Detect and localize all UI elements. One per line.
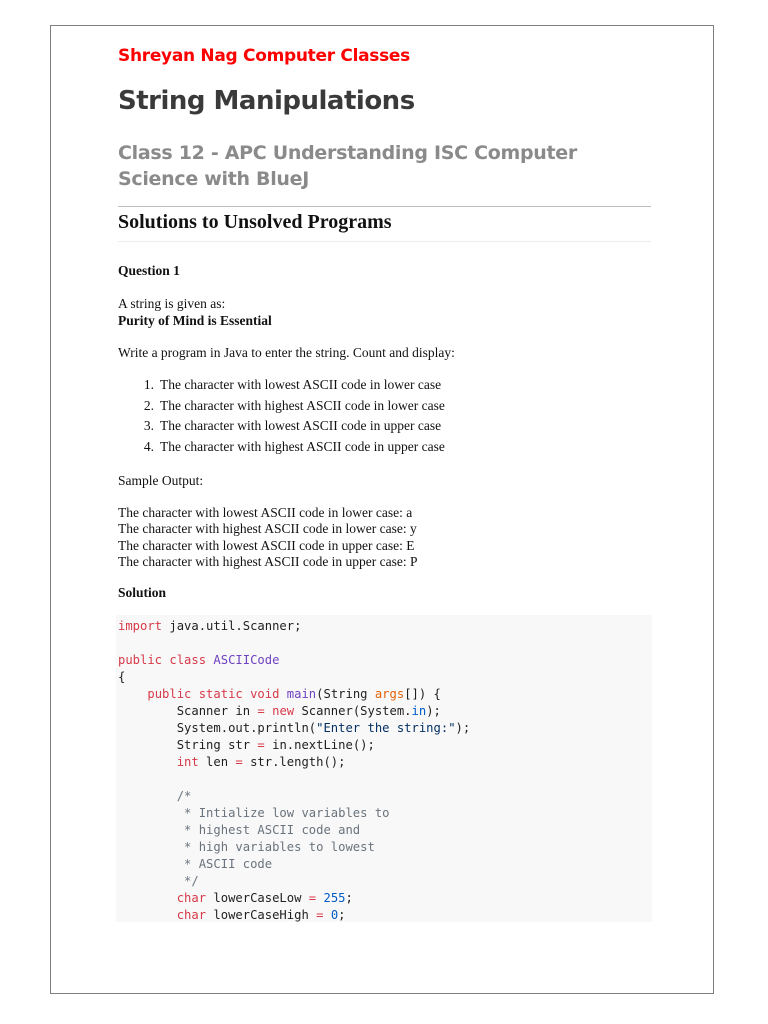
list-item-text: The character with highest ASCII code in lower case [160,397,445,413]
code-token: []) { [404,687,441,701]
code-token: 0 [330,908,339,922]
code-token: 255 [323,891,346,905]
header-divider [118,206,651,207]
list-item-number: 4. [143,439,154,455]
code-token: char [176,891,207,905]
code-token: ); [455,721,471,735]
question-instruction: Write a program in Java to enter the string. Count and display: [118,345,455,360]
code-token: in.nextLine(); [264,738,375,752]
list-item-number: 3. [143,418,154,434]
code-comment: /* [176,789,192,803]
code-token: = [257,704,265,718]
code-token: ); [426,704,441,718]
question-intro: A string is given as: [118,296,226,311]
list-item-text: The character with lowest ASCII code in lower case [160,377,442,392]
code-token: Scanner in [176,704,258,718]
code-token: len [198,755,236,769]
list-item-number: 2. [143,397,154,413]
code-token: "Enter the string:" [316,721,456,735]
code-token: char [176,908,207,922]
code-token: in [411,704,427,718]
list-item-number: 1. [143,377,154,392]
code-token: main [286,687,317,701]
code-token: lowerCaseLow [206,891,309,905]
page-title: String Manipulations [118,86,415,116]
code-token: import [118,619,163,633]
list-item-text: The character with highest ASCII code in upper case [160,439,445,455]
sample-output-line: The character with highest ASCII code in lower case: y [118,521,417,537]
code-comment: * highest ASCII code and [176,823,361,837]
code-comment: * Intialize low variables to [176,806,390,820]
code-token: args [374,687,405,701]
code-token: public static void [147,687,280,701]
code-token: java.util.Scanner; [162,619,302,633]
code-token: Scanner(System. [294,704,412,718]
code-token: = [316,908,324,922]
code-token: { [118,670,126,684]
code-token: class [169,653,207,667]
code-comment: */ [176,874,199,888]
sample-output-line: The character with highest ASCII code in upper case: P [118,553,418,569]
document-page [50,25,714,994]
sample-output-label: Sample Output: [118,473,204,488]
code-comment: * ASCII code [176,857,273,871]
list-item-text: The character with lowest ASCII code in upper case [160,418,442,434]
code-token: ASCIICode [213,653,280,667]
code-comment: * high variables to lowest [176,840,375,854]
code-token: = [257,738,265,752]
code-token: System.out.println( [176,721,317,735]
code-block [116,615,652,922]
section-title: Solutions to Unsolved Programs [118,211,392,233]
code-listing [118,618,470,924]
solution-heading: Solution [118,585,167,600]
code-token: (String [316,687,375,701]
code-token: String str [176,738,258,752]
code-token: ; [345,891,353,905]
brand-name: Shreyan Nag Computer Classes [118,46,410,66]
sample-output-line: The character with lowest ASCII code in upper case: E [118,537,415,553]
code-token: str.length(); [242,755,346,769]
code-token: ; [338,908,346,922]
page-subtitle: Class 12 - APC Understanding ISC Computer Science with BlueJ [118,142,577,190]
code-token: int [176,755,199,769]
code-token: = [235,755,243,769]
code-token: = [308,891,317,905]
question-heading: Question 1 [118,263,180,278]
code-token: public [118,653,163,667]
given-string: Purity of Mind is Essential [118,313,272,328]
sample-output [118,504,418,569]
code-token: lowerCaseHigh [206,908,317,922]
code-token: new [272,704,295,718]
sample-output-line: The character with lowest ASCII code in lower case: a [118,505,413,520]
section-divider [118,241,651,242]
